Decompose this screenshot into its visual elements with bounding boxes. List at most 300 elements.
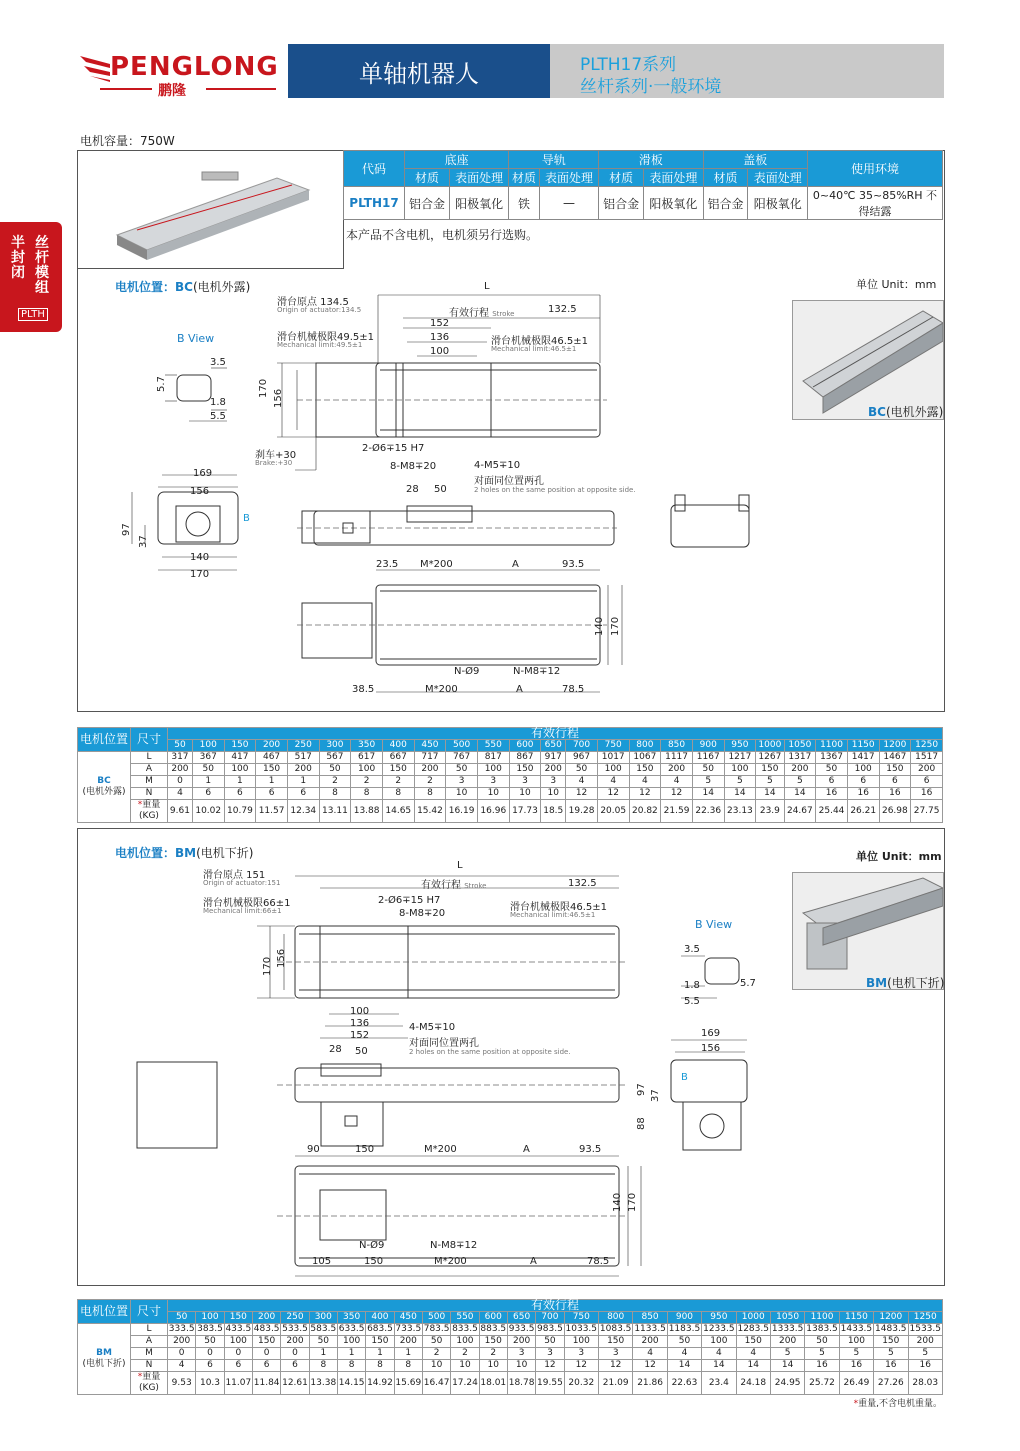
table-row bbox=[78, 776, 943, 788]
table-stroke-value: 650 bbox=[507, 1312, 535, 1324]
table-cell: 15.42 bbox=[414, 800, 446, 823]
table-cell: 8 bbox=[382, 788, 414, 800]
bm-m5-cn: 对面同位置两孔 bbox=[409, 1038, 479, 1049]
table-cell: 2 bbox=[351, 776, 383, 788]
table-cell: 10 bbox=[477, 788, 509, 800]
logo-text-en: PENGLONG bbox=[110, 52, 279, 82]
bc-dim-132-5: 132.5 bbox=[548, 304, 577, 315]
series-name: PLTH17系列 bbox=[580, 55, 677, 75]
table-cell: 3 bbox=[446, 776, 478, 788]
table-stroke-value: 1200 bbox=[874, 1312, 908, 1324]
table-stroke-value: 400 bbox=[366, 1312, 394, 1324]
table-cell: 5 bbox=[784, 776, 816, 788]
table-cell: 2 bbox=[422, 1348, 450, 1360]
table-stroke-value: 100 bbox=[192, 740, 224, 752]
table-cell: 100 bbox=[351, 764, 383, 776]
table-cell: 1033.5 bbox=[565, 1324, 598, 1334]
side-tab-code: PLTH bbox=[18, 308, 48, 321]
table-cell: 200 bbox=[784, 764, 816, 776]
table-cell: 367 bbox=[192, 752, 224, 764]
spec-sub-material: 材质 bbox=[509, 169, 539, 187]
table-cell: 983.5 bbox=[537, 1324, 563, 1334]
page-title: 单轴机器人 bbox=[288, 44, 550, 98]
bc-side-28: 28 bbox=[406, 484, 419, 495]
table-cell: 3 bbox=[509, 776, 541, 788]
table-cell: 10.3 bbox=[196, 1372, 224, 1395]
table-stroke-value: 650 bbox=[541, 740, 566, 752]
bm-origin-label: 滑台原点 151 bbox=[203, 870, 266, 881]
table-stroke-value: 400 bbox=[382, 740, 414, 752]
table-cell: 4 bbox=[633, 1348, 667, 1360]
table-row-label: *重量(KG) bbox=[131, 800, 168, 823]
bc-mech-left-label: 滑台机械极限49.5±1 bbox=[277, 332, 375, 343]
table-stroke-value: 850 bbox=[633, 1312, 667, 1324]
table-row bbox=[78, 800, 943, 823]
table-cell: 1083.5 bbox=[599, 1324, 632, 1334]
bm-bview-5-5: 5.5 bbox=[684, 996, 700, 1007]
table-cell: 100 bbox=[477, 764, 509, 776]
bm-m5-label: 4-M5∓10 bbox=[409, 1022, 456, 1033]
table-cell: 317 bbox=[168, 752, 193, 764]
table-stroke-value: 950 bbox=[724, 740, 756, 752]
table-cell: 200 bbox=[661, 764, 693, 776]
table-stroke-value: 1000 bbox=[756, 740, 784, 752]
bm-bot-m200b: M*200 bbox=[434, 1256, 467, 1267]
bc-end-37: 37 bbox=[138, 535, 149, 548]
table-cell: 5 bbox=[805, 1348, 839, 1360]
table-stroke-value: 300 bbox=[319, 740, 351, 752]
bm-end-B: B bbox=[681, 1072, 688, 1083]
table-cell: 28.03 bbox=[908, 1372, 943, 1395]
table-cell: 5 bbox=[874, 1348, 908, 1360]
spec-base-surface: 阳极氧化 bbox=[449, 187, 508, 220]
table-cell: 1333.5 bbox=[771, 1324, 804, 1334]
table-header-dim: 尺寸 bbox=[131, 1300, 168, 1324]
bc-brake-label: 刹车+30 bbox=[255, 450, 297, 461]
table-cell: 23.9 bbox=[756, 800, 784, 823]
bc-unit-label: 单位 Unit：mm bbox=[856, 278, 937, 291]
table-cell: 383.5 bbox=[197, 1324, 223, 1334]
bc-drawing bbox=[77, 280, 797, 710]
table-cell: 21.09 bbox=[598, 1372, 632, 1395]
table-cell: 5 bbox=[692, 776, 724, 788]
table-cell: 100 bbox=[597, 764, 629, 776]
logo-rule-right bbox=[206, 88, 276, 90]
bc-bot-Ab: A bbox=[516, 684, 523, 695]
table-header-position: 电机位置 bbox=[78, 1300, 131, 1324]
spec-sub-material: 材质 bbox=[599, 169, 644, 187]
table-cell: 100 bbox=[724, 764, 756, 776]
table-stroke-value: 800 bbox=[598, 1312, 632, 1324]
bm-dim-136: 136 bbox=[350, 1018, 370, 1029]
table-stroke-value: 1150 bbox=[847, 740, 879, 752]
table-stroke-value: 50 bbox=[168, 740, 193, 752]
table-cell: 150 bbox=[256, 764, 288, 776]
table-cell: 3 bbox=[536, 1348, 564, 1360]
table-cell: 10 bbox=[422, 1360, 450, 1372]
bc-bot-nm8: N-M8∓12 bbox=[513, 666, 561, 677]
table-stroke-value: 600 bbox=[509, 740, 541, 752]
table-cell: 14.92 bbox=[366, 1372, 394, 1395]
table-row-label: *重量(KG) bbox=[131, 1372, 168, 1395]
table-cell: 3 bbox=[477, 776, 509, 788]
table-cell: 8 bbox=[351, 788, 383, 800]
table-cell: 833.5 bbox=[452, 1324, 478, 1334]
table-cell: 50 bbox=[422, 1336, 450, 1348]
table-cell: 1167 bbox=[692, 752, 724, 764]
table-cell: 2 bbox=[414, 776, 446, 788]
table-cell: 16 bbox=[911, 788, 943, 800]
bm-3d-photo bbox=[792, 872, 944, 990]
table-stroke-value: 350 bbox=[337, 1312, 365, 1324]
table-cell: 1 bbox=[224, 776, 256, 788]
table-cell: 22.63 bbox=[667, 1372, 701, 1395]
table-cell: 16 bbox=[816, 788, 848, 800]
table-cell: 50 bbox=[196, 1336, 224, 1348]
bc-brake-en: Brake:+30 bbox=[255, 459, 293, 467]
bc-dim-152: 152 bbox=[430, 318, 450, 329]
table-cell: 20.05 bbox=[597, 800, 629, 823]
bm-stroke-label: 有效行程 Stroke bbox=[421, 880, 487, 891]
table-cell: 533.5 bbox=[282, 1324, 308, 1334]
table-cell: 3 bbox=[507, 1348, 535, 1360]
table-stroke-value: 700 bbox=[566, 740, 598, 752]
spec-header-base: 底座 bbox=[405, 151, 509, 169]
table-cell: 14 bbox=[770, 1360, 804, 1372]
bm-bot-170: 170 bbox=[627, 1192, 638, 1212]
bc-stroke-label: 有效行程 Stroke bbox=[449, 308, 515, 319]
table-cell: 12.34 bbox=[287, 800, 319, 823]
bc-bot-78-5: 78.5 bbox=[562, 684, 585, 695]
table-stroke-value: 1000 bbox=[736, 1312, 770, 1324]
bm-dim-L: L bbox=[457, 860, 463, 871]
table-cell: 26.21 bbox=[847, 800, 879, 823]
spec-sub-surface: 表面处理 bbox=[449, 169, 508, 187]
table-cell: 12 bbox=[661, 788, 693, 800]
table-cell: 50 bbox=[319, 764, 351, 776]
bc-origin-label: 滑台原点 134.5 bbox=[277, 297, 349, 308]
table-stroke-value: 900 bbox=[667, 1312, 701, 1324]
table-cell: 12.61 bbox=[281, 1372, 309, 1395]
bc-bot-23-5: 23.5 bbox=[376, 559, 399, 570]
bc-end-B: B bbox=[243, 513, 250, 524]
bc-pin-label: 2-Ø6∓15 H7 bbox=[362, 443, 425, 454]
table-stroke-value: 150 bbox=[224, 740, 256, 752]
table-cell: 1267 bbox=[756, 752, 784, 764]
table-cell: 200 bbox=[507, 1336, 535, 1348]
bm-mech-left-label: 滑台机械极限66±1 bbox=[203, 898, 291, 909]
table-cell: 20.82 bbox=[629, 800, 661, 823]
table-cell: 1 bbox=[287, 776, 319, 788]
table-cell: 200 bbox=[287, 764, 319, 776]
table-stroke-value: 700 bbox=[536, 1312, 564, 1324]
bc-origin-en: Origin of actuator:134.5 bbox=[277, 306, 362, 314]
spec-base-material: 铝合金 bbox=[405, 187, 450, 220]
table-cell: 150 bbox=[879, 764, 911, 776]
table-cell: 27.26 bbox=[874, 1372, 908, 1395]
table-cell: 12 bbox=[536, 1360, 564, 1372]
table-cell: 1017 bbox=[597, 752, 629, 764]
bm-bot-140: 140 bbox=[612, 1192, 623, 1212]
table-cell: 6 bbox=[879, 776, 911, 788]
table-cell: 933.5 bbox=[508, 1324, 535, 1334]
table-header-stroke: 有效行程 bbox=[168, 1300, 943, 1312]
table-stroke-value: 950 bbox=[702, 1312, 736, 1324]
table-cell: 10 bbox=[446, 788, 478, 800]
spec-table bbox=[343, 150, 943, 220]
table-cell: 6 bbox=[816, 776, 848, 788]
bm-bot-Ab: A bbox=[530, 1256, 537, 1267]
bm-section-title: 电机位置：BM(电机下折) bbox=[115, 846, 254, 860]
table-cell: 50 bbox=[805, 1336, 839, 1348]
table-row-label: N bbox=[131, 788, 168, 800]
bm-b-view-label: B View bbox=[695, 918, 733, 931]
bc-end-170: 170 bbox=[190, 569, 210, 580]
bm-bot-105: 105 bbox=[312, 1256, 332, 1267]
table-stroke-value: 1050 bbox=[784, 740, 816, 752]
spec-rail-surface: — bbox=[539, 187, 598, 220]
table-cell: 4 bbox=[736, 1348, 770, 1360]
bc-side-50: 50 bbox=[434, 484, 447, 495]
table-cell: 16.19 bbox=[446, 800, 478, 823]
table-stroke-value: 1100 bbox=[816, 740, 848, 752]
table-cell: 14.15 bbox=[337, 1372, 365, 1395]
bc-3d-photo bbox=[792, 300, 944, 420]
table-stroke-value: 750 bbox=[564, 1312, 598, 1324]
table-cell: 467 bbox=[256, 752, 288, 764]
table-cell: 8 bbox=[337, 1360, 365, 1372]
table-cell: 4 bbox=[661, 776, 693, 788]
bc-section-title: 电机位置：BC(电机外露) bbox=[115, 280, 251, 294]
bc-m5-cn: 对面同位置两孔 bbox=[474, 476, 544, 487]
bm-bview-5-7: 5.7 bbox=[740, 978, 756, 989]
table-stroke-value: 350 bbox=[351, 740, 383, 752]
table-cell: 5 bbox=[770, 1348, 804, 1360]
table-cell: 19.55 bbox=[536, 1372, 564, 1395]
table-position-cell: BM (电机下折) bbox=[78, 1324, 131, 1395]
spec-header-code: 代码 bbox=[344, 151, 405, 187]
table-cell: 0 bbox=[281, 1348, 309, 1360]
table-cell: 50 bbox=[446, 764, 478, 776]
table-stroke-value: 900 bbox=[692, 740, 724, 752]
table-stroke-value: 1200 bbox=[879, 740, 911, 752]
table-cell: 5 bbox=[908, 1348, 943, 1360]
table-cell: 1533.5 bbox=[909, 1324, 941, 1334]
table-cell: 1383.5 bbox=[806, 1324, 838, 1334]
table-cell: 4 bbox=[629, 776, 661, 788]
table-cell: 10.79 bbox=[224, 800, 256, 823]
table-cell: 100 bbox=[337, 1336, 365, 1348]
table-cell: 2 bbox=[319, 776, 351, 788]
table-cell: 5 bbox=[839, 1348, 873, 1360]
bm-bot-150: 150 bbox=[355, 1144, 375, 1155]
table-cell: 5 bbox=[724, 776, 756, 788]
table-cell: 10 bbox=[541, 788, 566, 800]
table-cell: 10 bbox=[479, 1360, 507, 1372]
table-cell: 9.61 bbox=[168, 800, 193, 823]
table-cell: 13.11 bbox=[319, 800, 351, 823]
bm-bview-3-5: 3.5 bbox=[684, 944, 700, 955]
table-cell: 6 bbox=[847, 776, 879, 788]
table-cell: 11.07 bbox=[224, 1372, 252, 1395]
table-cell: 4 bbox=[667, 1348, 701, 1360]
series-banner bbox=[550, 44, 944, 98]
table-stroke-value: 500 bbox=[422, 1312, 450, 1324]
table-header-dim: 尺寸 bbox=[131, 728, 168, 752]
table-header-position: 电机位置 bbox=[78, 728, 131, 752]
table-cell: 767 bbox=[446, 752, 478, 764]
table-cell: 200 bbox=[633, 1336, 667, 1348]
table-cell: 16 bbox=[874, 1360, 908, 1372]
table-cell: 15.69 bbox=[394, 1372, 422, 1395]
table-cell: 14 bbox=[692, 788, 724, 800]
table-cell: 633.5 bbox=[338, 1324, 365, 1334]
table-stroke-value: 850 bbox=[661, 740, 693, 752]
spec-environment: 0~40℃ 35~85%RH 不得结露 bbox=[808, 187, 943, 220]
table-cell: 1 bbox=[394, 1348, 422, 1360]
bm-bot-m200: M*200 bbox=[424, 1144, 457, 1155]
table-cell: 150 bbox=[756, 764, 784, 776]
table-row bbox=[78, 1324, 943, 1336]
table-cell: 1517 bbox=[911, 752, 943, 764]
table-cell: 200 bbox=[770, 1336, 804, 1348]
table-cell: 1 bbox=[337, 1348, 365, 1360]
table-cell: 917 bbox=[541, 752, 566, 764]
table-cell: 14 bbox=[736, 1360, 770, 1372]
table-cell: 333.5 bbox=[168, 1324, 195, 1334]
company-logo bbox=[80, 48, 280, 100]
bc-dim-156: 156 bbox=[273, 388, 284, 408]
spec-header-cover: 盖板 bbox=[703, 151, 807, 169]
table-row-label: M bbox=[131, 776, 168, 788]
table-cell: 10.02 bbox=[192, 800, 224, 823]
bc-end-140: 140 bbox=[190, 552, 210, 563]
table-cell: 717 bbox=[414, 752, 446, 764]
table-cell: 5 bbox=[756, 776, 784, 788]
table-row-label: N bbox=[131, 1360, 168, 1372]
table-cell: 16 bbox=[839, 1360, 873, 1372]
table-cell: 1433.5 bbox=[840, 1324, 873, 1334]
table-stroke-value: 1150 bbox=[839, 1312, 873, 1324]
logo-text-cn: 鹏隆 bbox=[158, 83, 186, 99]
table-cell: 150 bbox=[874, 1336, 908, 1348]
table-cell: 150 bbox=[598, 1336, 632, 1348]
table-stroke-value: 450 bbox=[414, 740, 446, 752]
table-cell: 14 bbox=[784, 788, 816, 800]
table-cell: 14 bbox=[702, 1360, 736, 1372]
spec-sub-material: 材质 bbox=[405, 169, 450, 187]
bc-bot-170: 170 bbox=[610, 616, 621, 636]
bc-mech-left-en: Mechanical limit:49.5±1 bbox=[277, 341, 363, 349]
table-cell: 13.38 bbox=[309, 1372, 337, 1395]
table-cell: 883.5 bbox=[480, 1324, 507, 1334]
table-cell: 16.96 bbox=[477, 800, 509, 823]
table-stroke-value: 1100 bbox=[805, 1312, 839, 1324]
spec-header-rail: 导轨 bbox=[509, 151, 599, 169]
table-cell: 50 bbox=[566, 764, 598, 776]
table-cell: 6 bbox=[281, 1360, 309, 1372]
bc-bview-1-8: 1.8 bbox=[210, 397, 226, 408]
bm-bot-90: 90 bbox=[307, 1144, 320, 1155]
table-stroke-value: 750 bbox=[597, 740, 629, 752]
bc-photo-caption: BC(电机外露) bbox=[868, 405, 944, 419]
product-photo-box bbox=[77, 150, 344, 269]
spec-header-slider: 滑板 bbox=[599, 151, 703, 169]
table-cell: 26.49 bbox=[839, 1372, 873, 1395]
bc-bot-m200b: M*200 bbox=[425, 684, 458, 695]
table-stroke-value: 300 bbox=[309, 1312, 337, 1324]
table-stroke-value: 800 bbox=[629, 740, 661, 752]
table-cell: 4 bbox=[702, 1348, 736, 1360]
table-cell: 10 bbox=[451, 1360, 479, 1372]
table-cell: 200 bbox=[911, 764, 943, 776]
bm-dim-132-5: 132.5 bbox=[568, 878, 597, 889]
table-cell: 4 bbox=[566, 776, 598, 788]
spec-header-env: 使用环境 bbox=[808, 151, 943, 187]
table-cell: 12 bbox=[566, 788, 598, 800]
table-cell: 1367 bbox=[816, 752, 848, 764]
bm-bot-n9: N-Ø9 bbox=[359, 1240, 385, 1251]
table-cell: 200 bbox=[414, 764, 446, 776]
table-cell: 1133.5 bbox=[634, 1324, 666, 1334]
table-cell: 1 bbox=[366, 1348, 394, 1360]
bm-m5-en: 2 holes on the same position at opposite side. bbox=[409, 1048, 571, 1056]
table-cell: 6 bbox=[192, 788, 224, 800]
table-cell: 200 bbox=[281, 1336, 309, 1348]
table-cell: 483.5 bbox=[253, 1324, 280, 1334]
bm-end-169: 169 bbox=[701, 1028, 721, 1039]
table-cell: 433.5 bbox=[225, 1324, 252, 1334]
table-cell: 23.4 bbox=[702, 1372, 736, 1395]
table-cell: 3 bbox=[541, 776, 566, 788]
bc-mech-right-label: 滑台机械极限46.5±1 bbox=[491, 336, 589, 347]
table-cell: 6 bbox=[256, 788, 288, 800]
bm-dim-100: 100 bbox=[350, 1006, 370, 1017]
table-stroke-value: 550 bbox=[477, 740, 509, 752]
table-row bbox=[78, 764, 943, 776]
table-row bbox=[78, 1348, 943, 1360]
table-row-label: M bbox=[131, 1348, 168, 1360]
spec-slider-surface: 阳极氧化 bbox=[644, 187, 703, 220]
table-cell: 14.65 bbox=[382, 800, 414, 823]
table-stroke-value: 100 bbox=[196, 1312, 224, 1324]
table-cell: 12 bbox=[597, 788, 629, 800]
table-cell: 6 bbox=[911, 776, 943, 788]
table-cell: 14 bbox=[667, 1360, 701, 1372]
table-cell: 8 bbox=[394, 1360, 422, 1372]
spec-code: PLTH17 bbox=[344, 187, 405, 220]
table-cell: 100 bbox=[451, 1336, 479, 1348]
table-cell: 1117 bbox=[661, 752, 693, 764]
table-stroke-value: 50 bbox=[168, 1312, 196, 1324]
spec-sub-material: 材质 bbox=[703, 169, 748, 187]
side-category-tab bbox=[0, 222, 62, 332]
table-cell: 1 bbox=[309, 1348, 337, 1360]
table-cell: 1217 bbox=[724, 752, 756, 764]
table-cell: 6 bbox=[252, 1360, 280, 1372]
table-cell: 200 bbox=[168, 764, 193, 776]
table-cell: 50 bbox=[536, 1336, 564, 1348]
table-cell: 12 bbox=[633, 1360, 667, 1372]
table-cell: 150 bbox=[252, 1336, 280, 1348]
bm-bot-150b: 150 bbox=[364, 1256, 384, 1267]
table-row bbox=[78, 1372, 943, 1395]
bc-end-156: 156 bbox=[190, 486, 210, 497]
table-cell: 100 bbox=[224, 764, 256, 776]
bm-end-37: 37 bbox=[650, 1089, 661, 1102]
table-cell: 16.47 bbox=[422, 1372, 450, 1395]
table-cell: 200 bbox=[394, 1336, 422, 1348]
